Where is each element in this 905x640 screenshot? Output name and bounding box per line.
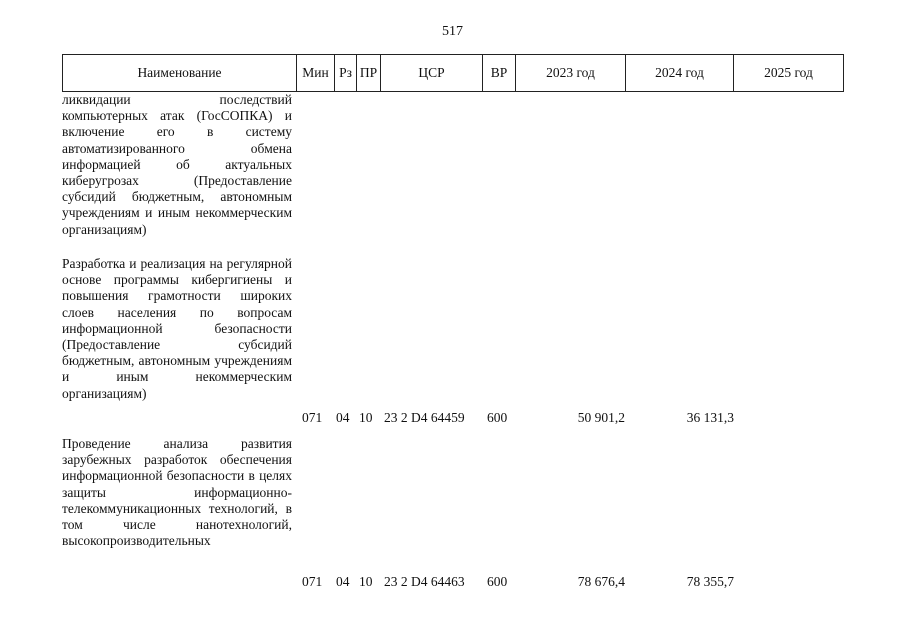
row-rz: 04 bbox=[336, 574, 350, 589]
table-row bbox=[0, 92, 905, 250]
header-2023: 2023 год bbox=[516, 55, 626, 92]
header-min: Мин bbox=[297, 55, 335, 92]
row-2023: 78 676,4 bbox=[577, 574, 625, 589]
page-number: 517 bbox=[442, 24, 463, 39]
row-min: 071 bbox=[302, 574, 323, 589]
row-pr: 10 bbox=[359, 410, 373, 425]
header-csr: ЦСР bbox=[381, 55, 483, 92]
row-pr: 10 bbox=[359, 574, 373, 589]
row-min: 071 bbox=[302, 410, 323, 425]
header-name: Наименование bbox=[63, 55, 297, 92]
row-rz: 04 bbox=[336, 410, 350, 425]
row-2023: 50 901,2 bbox=[577, 410, 625, 425]
header-pr: ПР bbox=[357, 55, 381, 92]
header-rz: Рз bbox=[335, 55, 357, 92]
row-name: Проведение анализа развития зарубежных разработок обеспечения информационной безопасности в целях защиты информационно-телекоммуникационных технологий, в том числе нанотехнологий, высокопроизводительных bbox=[62, 436, 292, 549]
table-row bbox=[0, 256, 905, 428]
row-2024: 36 131,3 bbox=[686, 410, 734, 425]
row-2024: 78 355,7 bbox=[686, 574, 734, 589]
header-vr: ВР bbox=[483, 55, 516, 92]
row-csr: 23 2 D4 64459 bbox=[384, 410, 465, 425]
table-row bbox=[0, 436, 905, 596]
header-2024: 2024 год bbox=[626, 55, 734, 92]
table-header bbox=[62, 54, 844, 92]
row-vr: 600 bbox=[487, 410, 508, 425]
header-2025: 2025 год bbox=[734, 55, 844, 92]
row-name: ликвидации последствий компьютерных атак (ГосСОПКА) и включение его в систему автоматизированного обмена информацией об актуальных киберугрозах (Предоставление субсидий бюджетным, автономным учреждениям и иным некоммерческим организациям) bbox=[62, 92, 292, 237]
row-vr: 600 bbox=[487, 574, 508, 589]
row-csr: 23 2 D4 64463 bbox=[384, 574, 465, 589]
row-name: Разработка и реализация на регулярной основе программы кибергигиены и повышения грамотности широких слоев населения по вопросам информационной безопасности (Предоставление субсидий бюджетным, автономным учреждениям и иным некоммерческим организациям) bbox=[62, 256, 292, 401]
